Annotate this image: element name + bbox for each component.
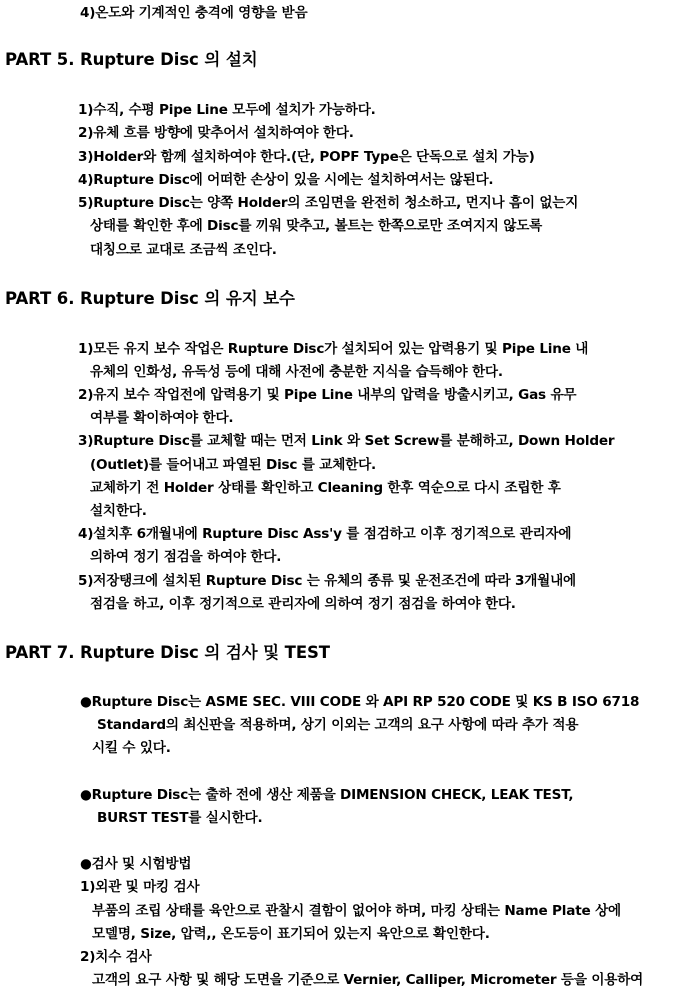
part7-line: ●Rupture Disc는 출하 전에 생산 제품을 DIMENSION CHECK, LEAK TEST, [80,787,574,803]
part7-line: ●검사 및 시험방법 [80,856,192,872]
part6-line: 여부를 확이하여야 한다. [90,410,234,426]
part6-line: 유체의 인화성, 유독성 등에 대해 사전에 충분한 지식을 습득해야 한다. [90,364,503,380]
intro-line: 4)온도와 기계적인 충격에 영향을 받음 [80,5,308,21]
part6-line: 설치한다. [90,503,147,519]
part6-line: 3)Rupture Disc를 교체할 때는 먼저 Link 와 Set Screw를 분해하고, Down Holder [78,433,615,449]
part6-line: 의하여 정기 점검을 하여야 한다. [90,549,282,565]
part6-line: 교체하기 전 Holder 상태를 확인하고 Cleaning 한후 역순으로 다시 조립한 후 [90,480,561,496]
part5-line: 1)수직, 수평 Pipe Line 모두에 설치가 가능하다. [78,102,376,118]
part5-line: 상태를 확인한 후에 Disc를 끼워 맞추고, 볼트는 한쪽으로만 조여지지 않도록 [90,218,543,234]
part7-line: 고객의 요구 사항 및 해당 도면을 기준으로 Vernier, Calliper, Micrometer 등을 이용하여 [92,972,644,988]
part7-line: 부품의 조립 상태를 육안으로 관찰시 결함이 없어야 하며, 마킹 상태는 Name Plate 상에 [92,903,621,919]
part6-line: 5)저장탱크에 설치된 Rupture Disc 는 유체의 종류 및 운전조건에 따라 3개월내에 [78,573,576,589]
part7-line: 시킬 수 있다. [92,740,171,756]
part6-heading: PART 6. Rupture Disc 의 유지 보수 [5,289,295,308]
part5-line: 5)Rupture Disc는 양쪽 Holder의 조임면을 완전히 청소하고, 먼지나 흠이 없는지 [78,195,579,211]
part5-heading: PART 5. Rupture Disc 의 설치 [5,50,258,69]
part6-line: 4)설치후 6개월내에 Rupture Disc Ass'y 를 점검하고 이후 정기적으로 관리자에 [78,526,572,542]
part7-heading: PART 7. Rupture Disc 의 검사 및 TEST [5,643,330,662]
part7-line: ●Rupture Disc는 ASME SEC. VIII CODE 와 API RP 520 CODE 및 KS B ISO 6718 [80,694,640,710]
part7-line: Standard의 최신판을 적용하며, 상기 이외는 고객의 요구 사항에 따라 추가 적용 [97,717,579,733]
part6-line: 1)모든 유지 보수 작업은 Rupture Disc가 설치되어 있는 압력용기 및 Pipe Line 내 [78,341,589,357]
part7-line: BURST TEST를 실시한다. [97,810,263,826]
part6-line: (Outlet)를 들어내고 파열된 Disc 를 교체한다. [90,457,376,473]
part5-line: 2)유체 흐름 방향에 맞추어서 설치하여야 한다. [78,125,354,141]
part6-line: 2)유지 보수 작업전에 압력용기 및 Pipe Line 내부의 압력을 방출시키고, Gas 유무 [78,387,577,403]
part5-line: 4)Rupture Disc에 어떠한 손상이 있을 시에는 설치하여서는 않된다. [78,172,494,188]
part7-line: 2)치수 검사 [80,949,152,965]
part5-line: 대칭으로 교대로 조금씩 조인다. [90,242,277,258]
part5-line: 3)Holder와 함께 설치하여야 한다.(단, POPF Type은 단독으로 설치 가능) [78,149,535,165]
part7-line: 모델명, Size, 압력,, 온도등이 표기되어 있는지 육안으로 확인한다. [92,926,490,942]
part6-line: 점검을 하고, 이후 정기적으로 관리자에 의하여 정기 점검을 하여야 한다. [90,596,516,612]
part7-line: 1)외관 및 마킹 검사 [80,879,200,895]
